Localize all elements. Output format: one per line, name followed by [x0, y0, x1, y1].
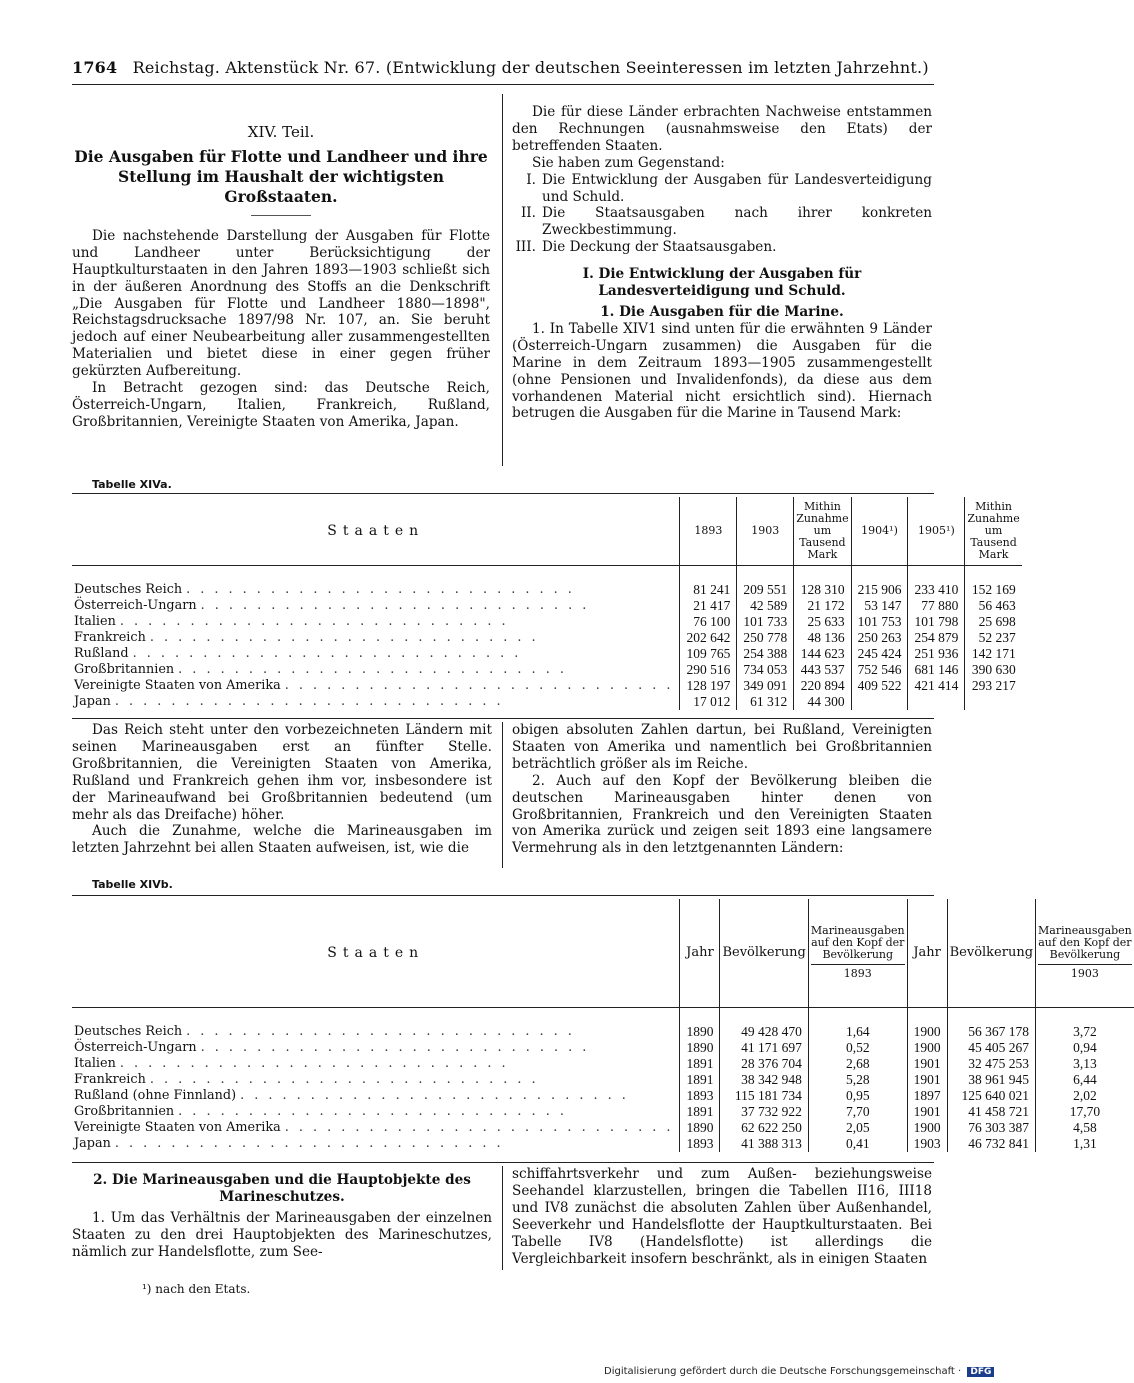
table-a-header-1905: 1905¹) — [908, 497, 965, 565]
table-b — [72, 899, 1134, 1152]
sources-paragraph: Die für diese Länder erbrachten Nachweise entstammen den Rechnungen (ausnahmsweise den Etats) der betreffenden Staaten. — [512, 104, 932, 154]
table-a-header-1893: 1893 — [680, 497, 737, 565]
table-row: Großbritannien . . . . . . . . . . . . . . . . . . . . . . . . . . . . 1891 37 732 922 7,70 1901 41 458 721 17,70 — [72, 1104, 1134, 1120]
relation-paragraph: 1. Um das Verhältnis der Marineausgaben der einzelnen Staaten zu den drei Hauptobjekten des Marineschutzes, nämlich zur Handelsflotte, zum See- — [72, 1209, 492, 1260]
subject-item-1: I. Die Entwicklung der Ausgaben für Landesverteidigung und Schuld. — [526, 171, 932, 205]
table-row: Österreich-Ungarn . . . . . . . . . . . . . . . . . . . . . . . . . . . . 21 417 42 589 21 172 53 147 77 880 56 463 — [72, 598, 1022, 614]
left-column-top — [72, 124, 490, 431]
table-a-header-increase-1: Mithin Zunahme um Tausend Mark — [794, 497, 851, 565]
table-row: Vereinigte Staaten von Amerika . . . . . . . . . . . . . . . . . . . . . . . . . . . . 128 197 349 091 220 894 409 522 421 414 293 217 — [72, 678, 1022, 694]
part-title: XIV. Teil. — [247, 123, 315, 141]
table-a-label: Tabelle XIVa. — [92, 478, 172, 491]
intro-paragraph: Die nachstehende Darstellung der Ausgaben für Flotte und Landheer unter Berücksichtigung der Hauptkulturstaaten in den Jahren 1893—1903 schließt sich in der äußeren Anordnung des Stoffs an die Denkschrift „Die Ausgaben für Flotte und Landheer 1880—1898", Reichstagsdrucksache 1897/98 Nr. 107, an. Sie beruht jedoch auf einer Neubearbeitung aller zusammengestellten Materialien und bietet diese in einer gegen früher gekürzten Aufbereitung. — [72, 227, 490, 380]
table-b-header-per-capita-2: Marineausgaben auf den Kopf der Bevölkerung 1903 — [1036, 899, 1134, 1007]
section-heading-1: I. Die Entwicklung der Ausgaben für Landesverteidigung und Schuld. — [582, 266, 862, 300]
subsection-heading-1: 1. Die Ausgaben für die Marine. — [600, 303, 844, 320]
dfg-credit-text: Digitalisierung gefördert durch die Deutsche Forschungsgemeinschaft — [604, 1366, 955, 1377]
table-a-header-1904: 1904¹) — [851, 497, 908, 565]
dfg-logo: DFG — [967, 1367, 994, 1377]
title-rule — [251, 215, 311, 216]
table-row: Japan . . . . . . . . . . . . . . . . . . . . . . . . . . . . 17 012 61 312 44 300 — [72, 694, 1022, 710]
header-text: Reichstag. Aktenstück Nr. 67. (Entwicklung der deutschen Seeinteressen im letzten Jahrzehnt.) — [132, 58, 929, 77]
tables-paragraph: schiffahrtsverkehr und zum Außen- beziehungsweise Seehandel klarzustellen, bringen die Tabellen II16, III18 und IV8 zunächst die absoluten Zahlen über Außenhandel, Seeverkehr und Handelsflotte der Hauptkulturstaaten. Bei Tabelle IV8 (Handelsflotte) ist allerdings die Vergleichbarkeit insofern beschränkt, als in einigen Staaten — [512, 1166, 932, 1267]
subject-item-2: II. Die Staatsausgaben nach ihrer konkreten Zweckbestimmung. — [520, 205, 932, 239]
ranking-paragraph: Das Reich steht unter den vorbezeichneten Ländern mit seinen Marineausgaben erst an fünfter Stelle. Großbritannien, die Vereinigten Staaten von Amerika, Rußland und Frankreich gehen ihm vor, insbesondere ist der Marineaufwand bei Großbritannien bedeutend (um mehr als das Dreifache) höher. — [72, 722, 492, 823]
table-row: Großbritannien . . . . . . . . . . . . . . . . . . . . . . . . . . . . 290 516 734 053 443 537 752 546 681 146 390 630 — [72, 662, 1022, 678]
left-column-middle — [72, 722, 492, 857]
section-heading-2: 2. Die Marineausgaben und die Hauptobjekte des Marineschutzes. — [93, 1172, 471, 1205]
per-capita-paragraph: 2. Auch auf den Kopf der Bevölkerung bleiben die deutschen Marineausgaben hinter denen von Großbritannien, Frankreich und den Vereinigten Staaten von Amerika zurück und zeigen seit 1893 eine langsamere Vermehrung als in den letztgenannten Ländern: — [512, 772, 932, 857]
table-b-label: Tabelle XIVb. — [92, 878, 173, 891]
table-row: Rußland . . . . . . . . . . . . . . . . . . . . . . . . . . . . 109 765 254 388 144 623 245 424 251 936 142 171 — [72, 646, 1022, 662]
table-a-header-1903: 1903 — [737, 497, 794, 565]
left-column-bottom — [72, 1172, 492, 1261]
page-header — [72, 58, 932, 77]
table-b-header-per-capita-1: Marineausgaben auf den Kopf der Bevölkerung 1893 — [808, 899, 907, 1007]
comparison-paragraph: obigen absoluten Zahlen dartun, bei Rußland, Vereinigten Staaten von Amerika und namentlich bei Großbritannien beträchtlich größer als im Reiche. — [512, 722, 932, 772]
column-divider-bottom — [502, 1166, 503, 1270]
table-row: Vereinigte Staaten von Amerika . . . . . . . . . . . . . . . . . . . . . . . . . . . . 1890 62 622 250 2,05 1900 76 303 387 4,58 — [72, 1120, 1134, 1136]
table-b-top-rule — [72, 895, 934, 896]
table-b-header-population-2: Bevölkerung — [947, 899, 1035, 1007]
table-row: Frankreich . . . . . . . . . . . . . . . . . . . . . . . . . . . . 1891 38 342 948 5,28 1901 38 961 945 6,44 — [72, 1072, 1134, 1088]
subject-paragraph: Sie haben zum Gegenstand: — [532, 154, 725, 171]
table-row: Deutsches Reich . . . . . . . . . . . . . . . . . . . . . . . . . . . . 1890 49 428 470 1,64 1900 56 367 178 3,72 — [72, 1024, 1134, 1040]
table-b-header-jahr-2: Jahr — [907, 899, 947, 1007]
header-rule — [72, 84, 934, 85]
table-row: Japan . . . . . . . . . . . . . . . . . . . . . . . . . . . . 1893 41 388 313 0,41 1903 46 732 841 1,31 — [72, 1136, 1134, 1152]
table-a-top-rule — [72, 493, 934, 494]
footnote: ¹) nach den Etats. — [142, 1282, 251, 1296]
table-row: Italien . . . . . . . . . . . . . . . . . . . . . . . . . . . . 76 100 101 733 25 633 101 753 101 798 25 698 — [72, 614, 1022, 630]
table-row: Rußland (ohne Finnland) . . . . . . . . . . . . . . . . . . . . . . . . . . . . 1893 115 181 734 0,95 1897 125 640 021 2,02 — [72, 1088, 1134, 1104]
part-heading: Die Ausgaben für Flotte und Landheer und ihre Stellung im Haushalt der wichtigsten Großstaaten. — [74, 146, 488, 206]
page-number: 1764 — [72, 58, 118, 77]
right-column-top — [512, 104, 932, 422]
table-b-header-staaten: Staaten — [327, 944, 425, 961]
column-divider-top — [502, 94, 503, 466]
increase-paragraph: Auch die Zunahme, welche die Marineausgaben im letzten Jahrzehnt bei allen Staaten aufweisen, ist, wie die — [72, 823, 492, 857]
table-b-header-jahr-1: Jahr — [680, 899, 720, 1007]
marine-paragraph: 1. In Tabelle XIV1 sind unten für die erwähnten 9 Länder (Österreich-Ungarn zusammen) die Ausgaben für die Marine in dem Zeitraum 1893—1905 zusammengestellt (ohne Pensionen und Invalidenfonds), da diese aus dem vorhandenen Material nicht ersichtlich sind). Hiernach betrugen die Ausgaben für die Marine in Tausend Mark: — [512, 320, 932, 422]
table-b-year-1903: 1903 — [1038, 964, 1132, 980]
right-column-bottom — [512, 1166, 932, 1267]
table-row: Italien . . . . . . . . . . . . . . . . . . . . . . . . . . . . 1891 28 376 704 2,68 1901 32 475 253 3,13 — [72, 1056, 1134, 1072]
column-divider-middle — [502, 722, 503, 868]
table-row: Österreich-Ungarn . . . . . . . . . . . . . . . . . . . . . . . . . . . . 1890 41 171 697 0,52 1900 45 405 267 0,94 — [72, 1040, 1134, 1056]
subject-item-3: III. Die Deckung der Staatsausgaben. — [515, 239, 777, 256]
table-a-header-staaten: Staaten — [327, 522, 425, 539]
table-a-bottom-rule — [72, 718, 934, 719]
table-a — [72, 497, 1022, 710]
table-row: Deutsches Reich . . . . . . . . . . . . . . . . . . . . . . . . . . . . 81 241 209 551 128 310 215 906 233 410 152 169 — [72, 582, 1022, 598]
table-b-year-1893: 1893 — [811, 964, 905, 980]
table-b-header-population-1: Bevölkerung — [720, 899, 808, 1007]
table-a-header-increase-2: Mithin Zunahme um Tausend Mark — [965, 497, 1022, 565]
dfg-credit: Digitalisierung gefördert durch die Deutsche Forschungsgemeinschaft · DFG — [604, 1366, 994, 1377]
table-b-bottom-rule — [72, 1162, 934, 1163]
table-row: Frankreich . . . . . . . . . . . . . . . . . . . . . . . . . . . . 202 642 250 778 48 136 250 263 254 879 52 237 — [72, 630, 1022, 646]
countries-paragraph: In Betracht gezogen sind: das Deutsche Reich, Österreich-Ungarn, Italien, Frankreich, Rußland, Großbritannien, Vereinigte Staaten von Amerika, Japan. — [72, 380, 490, 430]
right-column-middle — [512, 722, 932, 857]
